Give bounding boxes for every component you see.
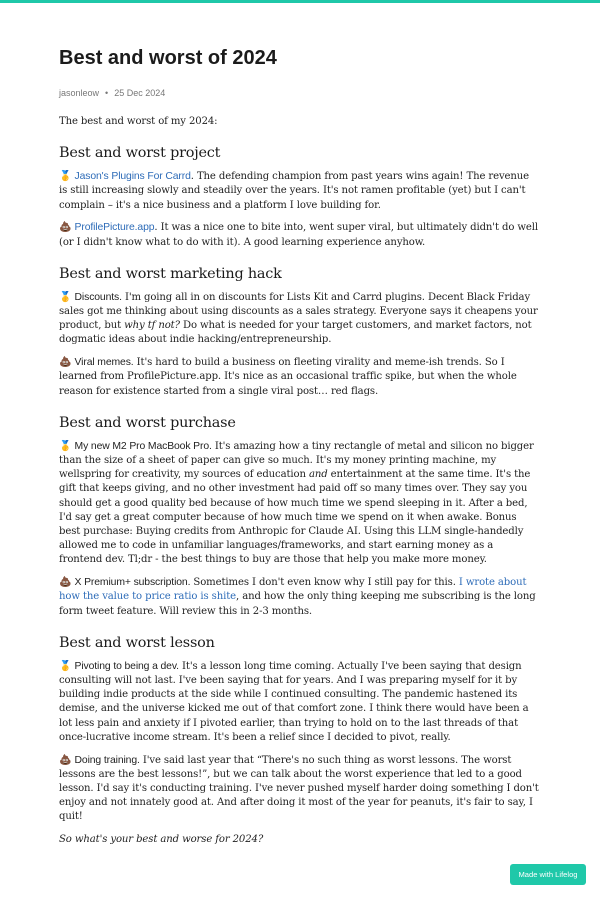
- lesson-best-paragraph: 🥇 Pivoting to being a dev. It's a lesson long time coming. Actually I've been saying that design consulting will not last. I've been saying that for years. And I was preparing myself for it by building indie products at the side while I continued consulting. The pandemic hastened its demise, and the universe kicked me out of that comfort zone. I think there would have been a lot less pain and anxiety if I pivoted earlier, than trying to hold on to the last threads of that once-lucrative income stream. It's been a relief since I decided to pivot, really.: [59, 660, 529, 743]
- closing-question: So what's your best and worse for 2024?: [59, 834, 264, 846]
- poop-icon: 💩: [59, 357, 72, 369]
- purchase-best-lead: My new M2 Pro MacBook Pro.: [74, 440, 212, 452]
- emphasis-text: and: [308, 469, 328, 481]
- page-title: Best and worst of 2024: [59, 47, 277, 69]
- jasons-plugins-link[interactable]: Jason's Plugins For Carrd: [74, 171, 191, 183]
- section-heading-purchase: Best and worst purchase: [59, 414, 236, 431]
- purchase-worst-paragraph: 💩 X Premium+ subscription. Sometimes I don't even know why I still pay for this. I wrote about how the value to price ratio is shite, and how the only thing keeping me subscribing is the long form tweet feature. Will review this in 2-3 months.: [59, 577, 536, 617]
- gold-medal-icon: 🥇: [59, 171, 72, 183]
- made-with-lifelog-button[interactable]: Made with Lifelog: [510, 864, 586, 885]
- section-heading-project: Best and worst project: [59, 145, 221, 162]
- post-date: 25 Dec 2024: [114, 88, 166, 98]
- section-heading-marketing: Best and worst marketing hack: [59, 265, 282, 282]
- lesson-worst-paragraph: 💩 Doing training. I've said last year that “There's no such thing as worst lessons. The worst lessons are the best lessons!”, but we can talk about the worst experience that led to a good lesson. I'd say it's conducting training. I've never pushed myself harder doing something I don't enjoy and not innately good at. And after doing it most of the year for peanuts, it's fair to say, I quit!: [59, 754, 539, 823]
- marketing-best-lead: Discounts.: [74, 291, 122, 303]
- section-heading-lesson: Best and worst lesson: [59, 634, 215, 651]
- marketing-worst-paragraph: 💩 Viral memes. It's hard to build a business on fleeting virality and meme-ish trends. So I learned from ProfilePicture.app. It's nice as an occasional traffic spike, but when the whole reason for existence started from a single viral post… red flags.: [59, 357, 517, 397]
- article-body: [59, 115, 539, 856]
- project-best-paragraph: 🥇 Jason's Plugins For Carrd. The defending champion from past years wins again! The revenue is still increasing slowly and steadily over the years. It's not ramen profitable (yet) but I can't complain – it's a nice business and a platform I love building for.: [59, 171, 530, 211]
- lesson-worst-lead: Doing training.: [74, 754, 140, 766]
- intro-paragraph: The best and worst of my 2024:: [59, 116, 218, 127]
- purchase-worst-lead: X Premium+ subscription.: [74, 577, 191, 589]
- gold-medal-icon: 🥇: [59, 440, 72, 452]
- profilepicture-link[interactable]: ProfilePicture.app: [74, 222, 155, 234]
- author-link[interactable]: jasonleow: [59, 88, 100, 98]
- meta-separator: •: [105, 88, 109, 98]
- lesson-best-lead: Pivoting to being a dev.: [74, 660, 179, 672]
- poop-icon: 💩: [59, 577, 72, 589]
- top-accent-bar: [0, 0, 600, 3]
- post-meta: [59, 88, 165, 98]
- gold-medal-icon: 🥇: [59, 291, 72, 303]
- poop-icon: 💩: [59, 222, 72, 234]
- poop-icon: 💩: [59, 754, 72, 766]
- marketing-best-paragraph: 🥇 Discounts. I'm going all in on discounts for Lists Kit and Carrd plugins. Decent Black Friday sales got me thinking about using discounts as a sales strategy. Everyone says it cheapens your product, but why tf not? Do what is needed for your target customers, and market factors, not dogmatic ideas about indie hacking/entrepreneurship.: [59, 291, 538, 346]
- value-price-ratio-link[interactable]: I wrote about how the value to price ratio is shite: [59, 577, 527, 603]
- gold-medal-icon: 🥇: [59, 660, 72, 672]
- emphasis-text: why tf not?: [124, 320, 180, 332]
- marketing-worst-lead: Viral memes.: [74, 357, 134, 369]
- project-worst-paragraph: 💩 ProfilePicture.app. It was a nice one to bite into, went super viral, but ultimately didn't do well (or I didn't know what to do with it). A good learning experience anyhow.: [59, 222, 538, 248]
- purchase-best-paragraph: 🥇 My new M2 Pro MacBook Pro. It's amazing how a tiny rectangle of metal and silicon no bigger than the size of a sheet of paper can give so much. It's my money printing machine, my wellspring for creativity, my sources of education and entertainment at the same time. It's the gift that keeps giving, and no other investment had paid off so many times over. They say you should get a good quality bed because of how much time we spend sleeping in it. After a bed, I'd say get a great computer because of how much time we spend on it when awake. Bonus best purchase: Buying credits from Anthropic for Claude AI. Using this LLM single-handedly allowed me to code in unfamiliar languages/frameworks, and start earning money as a frontend dev. Tl;dr - the best things to buy are those that help you make more money.: [59, 440, 534, 566]
